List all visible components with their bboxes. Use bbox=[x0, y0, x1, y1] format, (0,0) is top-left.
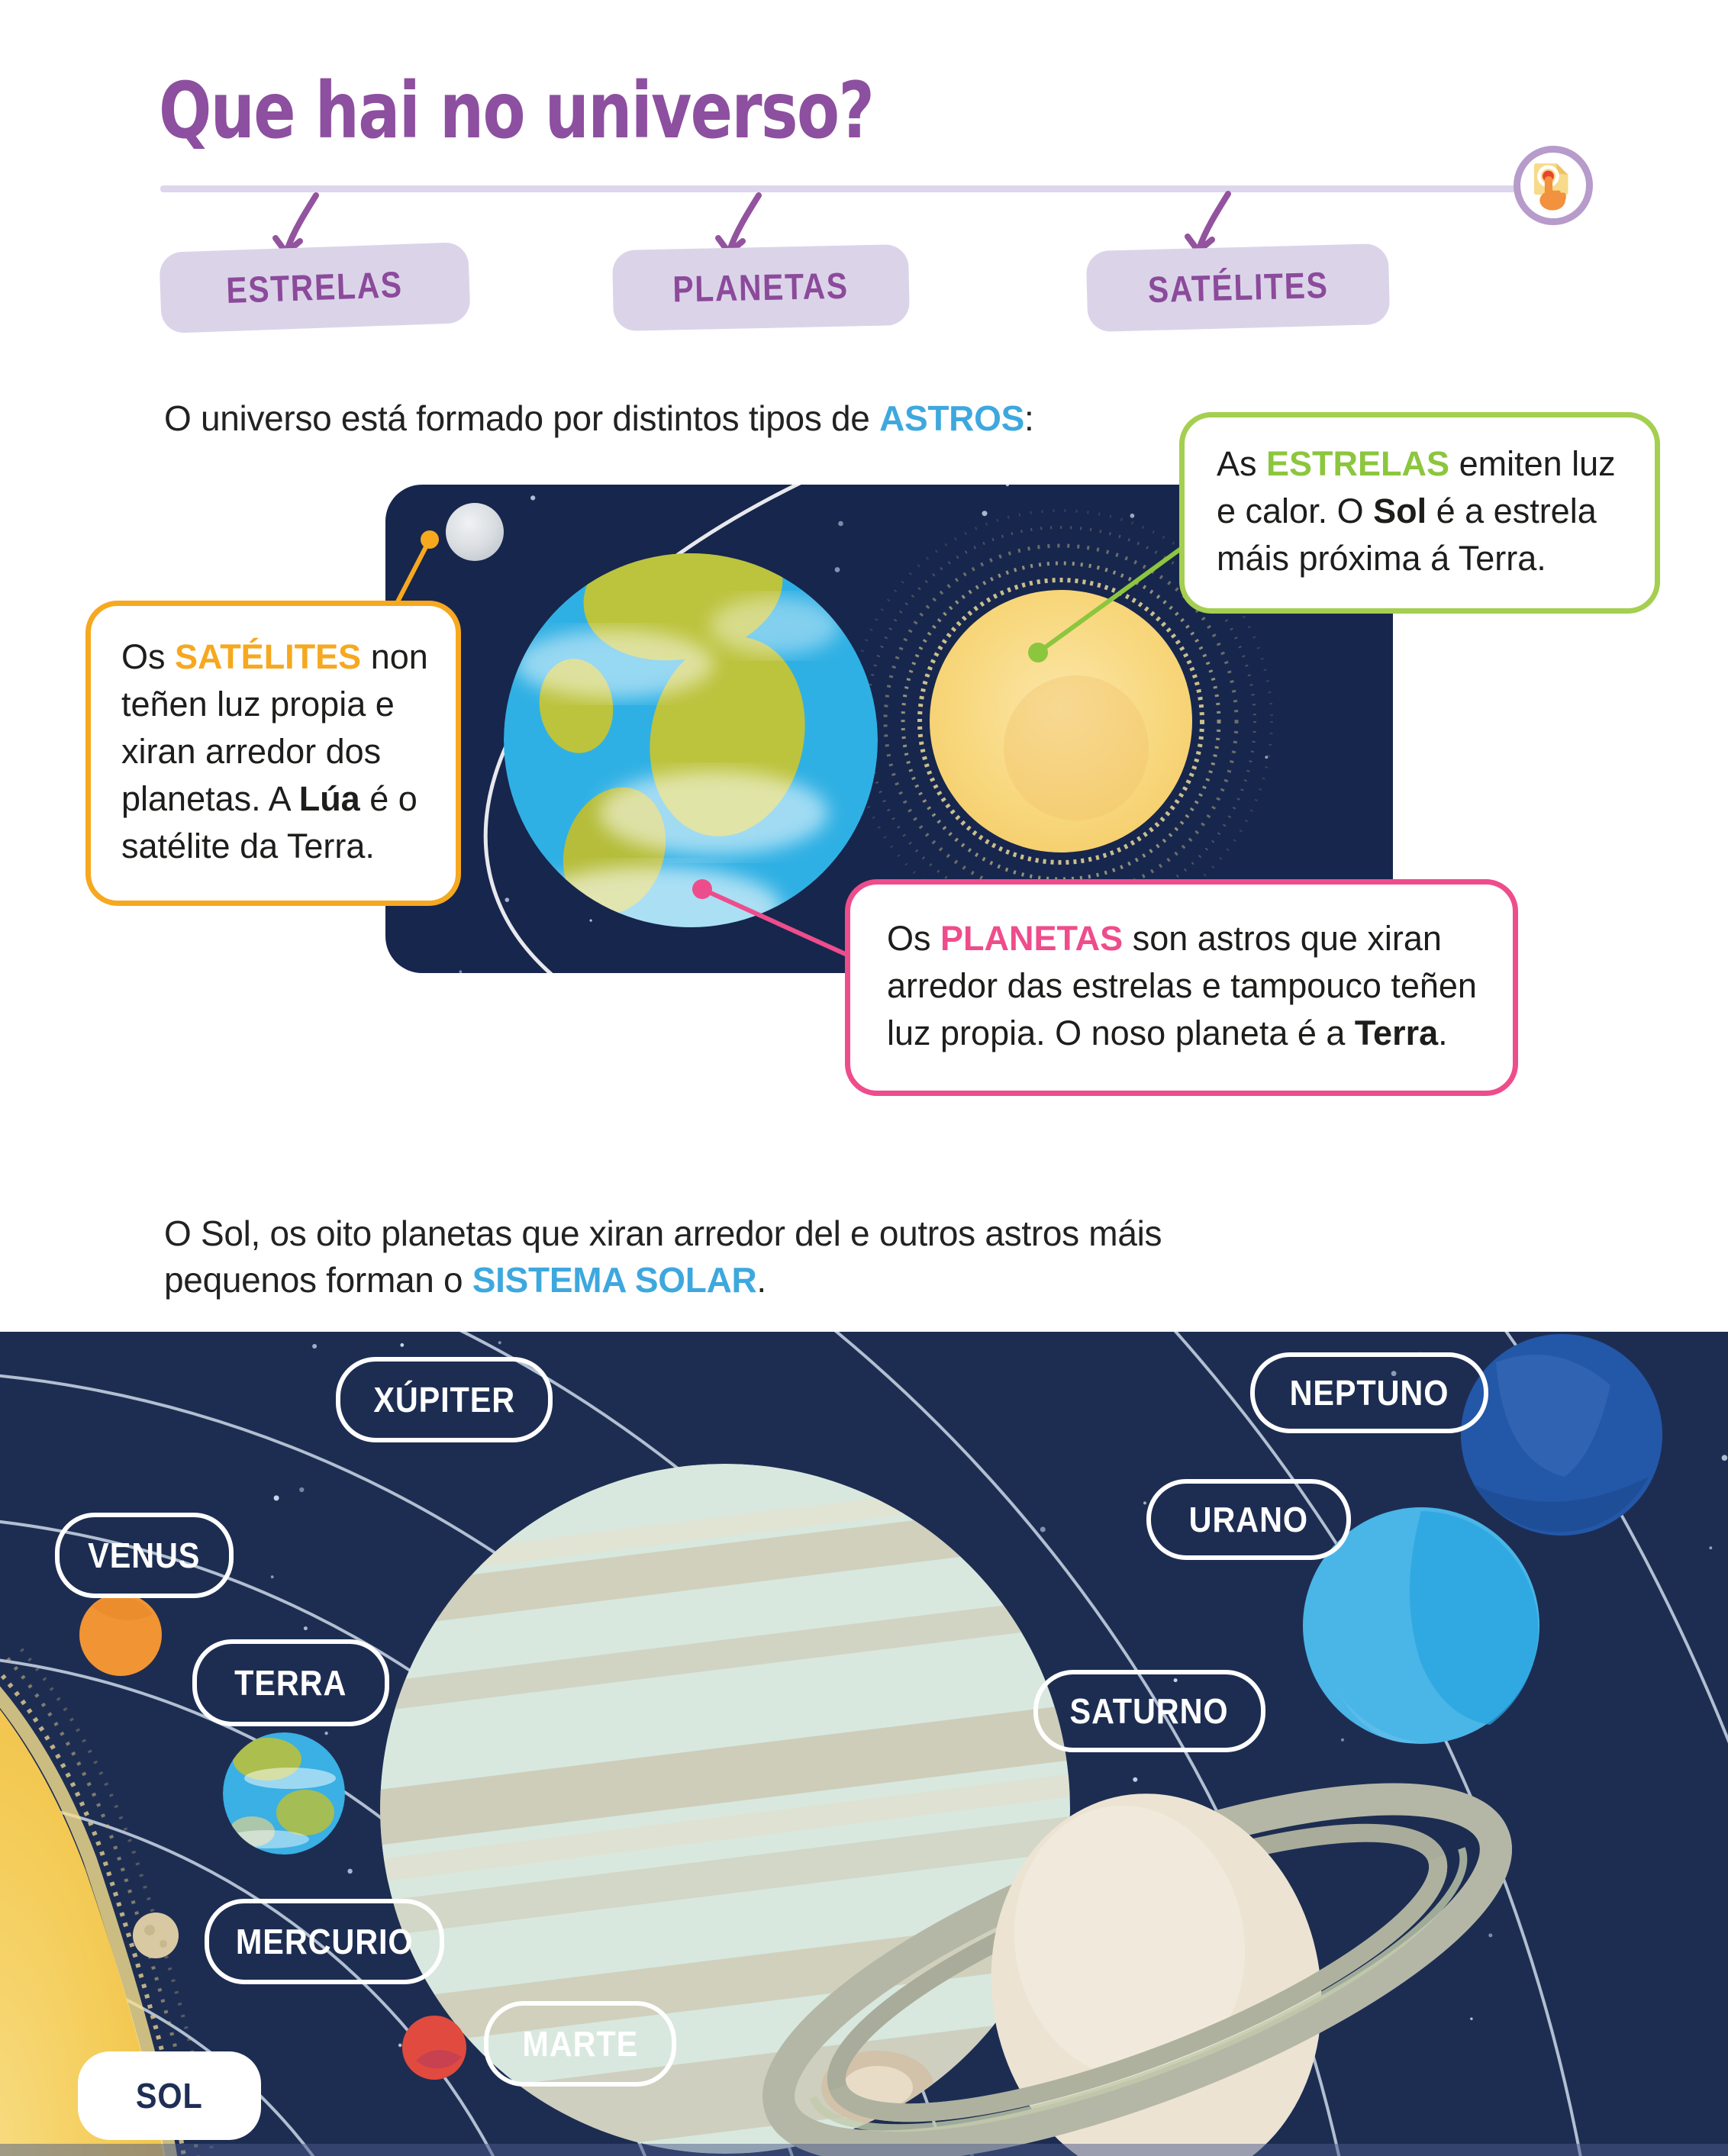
callout-satelites bbox=[85, 601, 461, 906]
callout-bold-lua: Lúa bbox=[298, 779, 360, 819]
branch-pill-satelites bbox=[1086, 243, 1391, 332]
moon-pointer-dot bbox=[421, 530, 439, 549]
planet-terra bbox=[223, 1732, 345, 1855]
summary-text: O Sol, os oito planetas que xiran arredor del e outros astros máis pequenos forman o bbox=[164, 1213, 1162, 1300]
label-venus bbox=[55, 1513, 234, 1598]
summary-highlight-sistema-solar: SISTEMA SOLAR bbox=[472, 1259, 757, 1300]
callout-bold-sol: Sol bbox=[1373, 491, 1427, 531]
planet-label-text: SATURNO bbox=[1070, 1691, 1229, 1731]
callout-highlight-estrelas: ESTRELAS bbox=[1266, 444, 1450, 483]
callout-text: Os bbox=[121, 637, 176, 676]
planet-neptuno bbox=[1461, 1334, 1662, 1536]
callout-planetas bbox=[845, 879, 1518, 1096]
label-neptuno bbox=[1250, 1352, 1488, 1433]
solar-system-figure bbox=[0, 1332, 1728, 2156]
callout-text: emiten luz e calor. O bbox=[1217, 444, 1616, 531]
touch-page-icon[interactable] bbox=[1514, 146, 1593, 225]
branch-pill-planetas bbox=[612, 244, 910, 331]
callout-text: non teñen luz propia e xiran arredor dos planetas. A bbox=[121, 637, 428, 819]
earth-pointer-dot bbox=[692, 879, 712, 899]
callout-text: As bbox=[1217, 444, 1267, 483]
planet-label-text: SOL bbox=[136, 2076, 203, 2116]
intro-text: O universo está formado por distintos tipos de bbox=[164, 398, 880, 438]
label-terra bbox=[192, 1639, 389, 1726]
summary-text-after: . bbox=[756, 1259, 766, 1300]
callout-text: é o satélite da Terra. bbox=[121, 779, 417, 866]
label-mercurio bbox=[205, 1899, 444, 1984]
callout-bold-terra: Terra bbox=[1354, 1014, 1439, 1053]
label-sol bbox=[78, 2051, 261, 2140]
planet-label-text: MERCURIO bbox=[235, 1922, 414, 1961]
planet-venus bbox=[79, 1594, 162, 1676]
label-xupiter bbox=[336, 1357, 553, 1442]
branch-label: PLANETAS bbox=[672, 266, 849, 310]
callout-text: é a estrela máis próxima á Terra. bbox=[1217, 491, 1597, 578]
planet-label-text: VENUS bbox=[88, 1536, 201, 1575]
moon bbox=[446, 503, 504, 561]
summary-paragraph bbox=[164, 1210, 1233, 1303]
planet-label-text: TERRA bbox=[234, 1663, 347, 1703]
callout-text: . bbox=[1438, 1014, 1448, 1053]
planet-marte bbox=[402, 2016, 466, 2080]
label-marte bbox=[484, 2001, 676, 2087]
header-divider-line bbox=[160, 185, 1517, 192]
planet-label-text: NEPTUNO bbox=[1289, 1373, 1449, 1413]
planet-label-text: URANO bbox=[1188, 1500, 1309, 1539]
branch-label: SATÉLITES bbox=[1146, 265, 1330, 311]
label-urano bbox=[1146, 1479, 1351, 1560]
branch-pill-estrelas bbox=[159, 242, 470, 334]
intro-highlight-astros: ASTROS bbox=[879, 398, 1024, 438]
label-saturno bbox=[1033, 1670, 1265, 1752]
planet-label-text: MARTE bbox=[522, 2024, 638, 2064]
planet-label-text: XÚPITER bbox=[373, 1380, 515, 1420]
callout-text: Os bbox=[887, 919, 941, 958]
callout-estrelas bbox=[1179, 412, 1660, 614]
callout-highlight-satelites: SATÉLITES bbox=[175, 637, 362, 676]
page-edge bbox=[0, 2144, 1728, 2156]
planet-mercurio bbox=[133, 1913, 179, 1958]
page-title: Que hai no universo? bbox=[159, 66, 874, 156]
touch-page-icon-art bbox=[1523, 155, 1584, 216]
callout-highlight-planetas: PLANETAS bbox=[940, 919, 1124, 958]
sun-pointer-dot bbox=[1028, 643, 1048, 662]
callout-text: son astros que xiran arredor das estrelas e tampouco teñen luz propia. O noso planeta é a bbox=[887, 919, 1477, 1053]
branch-label: ESTRELAS bbox=[226, 264, 404, 311]
intro-text-after: : bbox=[1024, 398, 1034, 438]
knuckle-icon bbox=[1560, 192, 1565, 201]
knuckle-icon bbox=[1555, 191, 1561, 201]
